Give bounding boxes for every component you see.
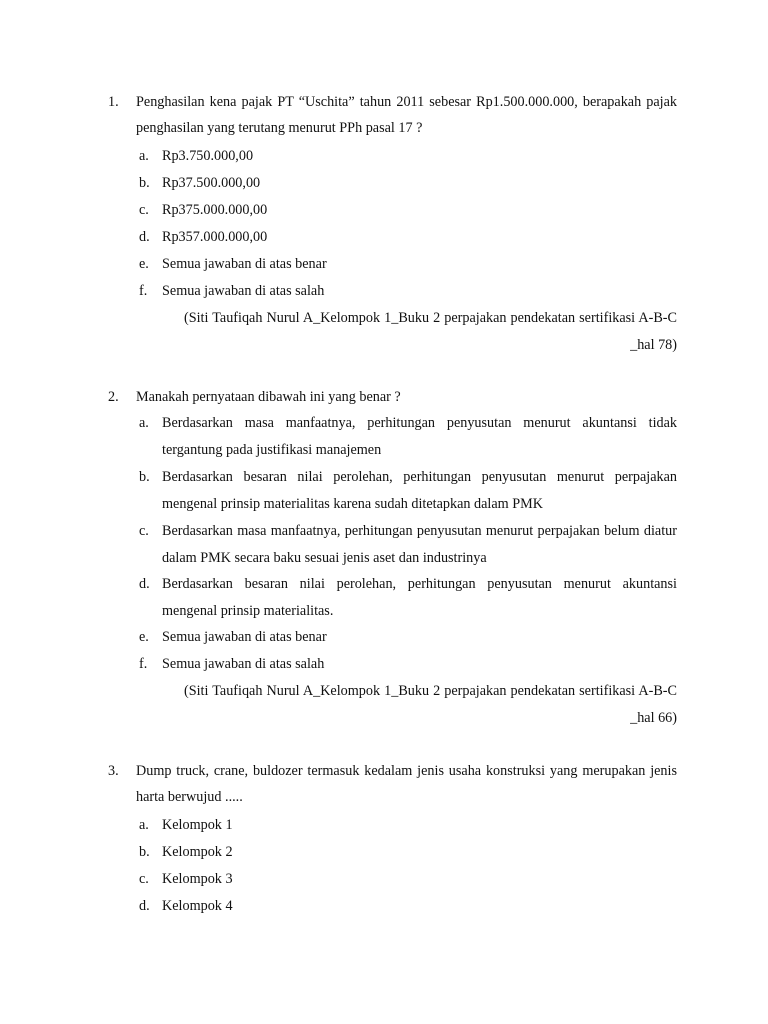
option-letter: a. xyxy=(139,148,149,164)
option-text: Semua jawaban di atas salah xyxy=(162,283,325,299)
option-letter: a. xyxy=(139,817,149,833)
question-number: 3. xyxy=(108,763,119,779)
question-text: Manakah pernyataan dibawah ini yang benar ? xyxy=(136,389,401,405)
option-letter: d. xyxy=(139,229,150,245)
option-letter: b. xyxy=(139,844,150,860)
option-letter: b. xyxy=(139,469,150,485)
option-text: Semua jawaban di atas salah xyxy=(162,656,325,672)
option-text: Berdasarkan masa manfaatnya, perhitungan penyusutan menurut akuntansi tidak tergantung pada justifikasi manajemen xyxy=(162,415,677,458)
option-letter: f. xyxy=(139,656,148,672)
option-text: Berdasarkan masa manfaatnya, perhitungan penyusutan menurut perpajakan belum diatur dalam PMK secara baku sesuai jenis aset dan industrinya xyxy=(162,523,677,566)
option-letter: c. xyxy=(139,523,149,539)
option-2f xyxy=(0,651,768,678)
option-text: Rp3.750.000,00 xyxy=(162,148,254,164)
option-1a xyxy=(0,143,768,170)
option-letter: e. xyxy=(139,629,149,645)
option-text: Kelompok 4 xyxy=(162,898,233,914)
option-3c xyxy=(0,866,768,893)
option-text: Rp357.000.000,00 xyxy=(162,229,268,245)
option-1c xyxy=(0,197,768,224)
option-letter: e. xyxy=(139,256,149,272)
option-2e xyxy=(0,624,768,651)
question-text: Dump truck, crane, buldozer termasuk kedalam jenis usaha konstruksi yang merupakan jenis harta berwujud ..... xyxy=(136,763,677,805)
option-1e xyxy=(0,251,768,278)
option-letter: d. xyxy=(139,576,150,592)
option-text: Rp37.500.000,00 xyxy=(162,175,261,191)
option-1f xyxy=(0,278,768,305)
option-letter: c. xyxy=(139,202,149,218)
option-2a xyxy=(0,410,768,458)
option-text: Kelompok 1 xyxy=(162,817,233,833)
option-2c xyxy=(0,518,768,566)
option-2d xyxy=(0,571,768,619)
option-text: Kelompok 2 xyxy=(162,844,233,860)
option-letter: a. xyxy=(139,415,149,431)
option-text: Kelompok 3 xyxy=(162,871,233,887)
question-text: Penghasilan kena pajak PT “Uschita” tahun 2011 sebesar Rp1.500.000.000, berapakah pajak penghasilan yang terutang menurut PPh pasal 17 ? xyxy=(136,94,677,136)
option-text: Rp375.000.000,00 xyxy=(162,202,268,218)
option-1b xyxy=(0,170,768,197)
option-3b xyxy=(0,839,768,866)
option-2b xyxy=(0,464,768,512)
option-text: Berdasarkan besaran nilai perolehan, perhitungan penyusutan menurut perpajakan mengenal prinsip materialitas karena sudah ditetapkan dalam PMK xyxy=(162,469,677,512)
option-text: Semua jawaban di atas benar xyxy=(162,629,327,645)
option-3a xyxy=(0,812,768,839)
option-1d xyxy=(0,224,768,251)
source-citation: (Siti Taufiqah Nurul A_Kelompok 1_Buku 2 perpajakan pendekatan sertifikasi A-B-C _hal 78) xyxy=(184,310,677,353)
option-3d xyxy=(0,893,768,920)
option-letter: f. xyxy=(139,283,148,299)
question-number: 1. xyxy=(108,94,119,110)
option-letter: d. xyxy=(139,898,150,914)
option-text: Berdasarkan besaran nilai perolehan, perhitungan penyusutan menurut akuntansi mengenal prinsip materialitas. xyxy=(162,576,677,619)
question-number: 2. xyxy=(108,389,119,405)
option-letter: c. xyxy=(139,871,149,887)
option-text: Semua jawaban di atas benar xyxy=(162,256,327,272)
option-letter: b. xyxy=(139,175,150,191)
source-citation: (Siti Taufiqah Nurul A_Kelompok 1_Buku 2 perpajakan pendekatan sertifikasi A-B-C _hal 66) xyxy=(184,683,677,726)
